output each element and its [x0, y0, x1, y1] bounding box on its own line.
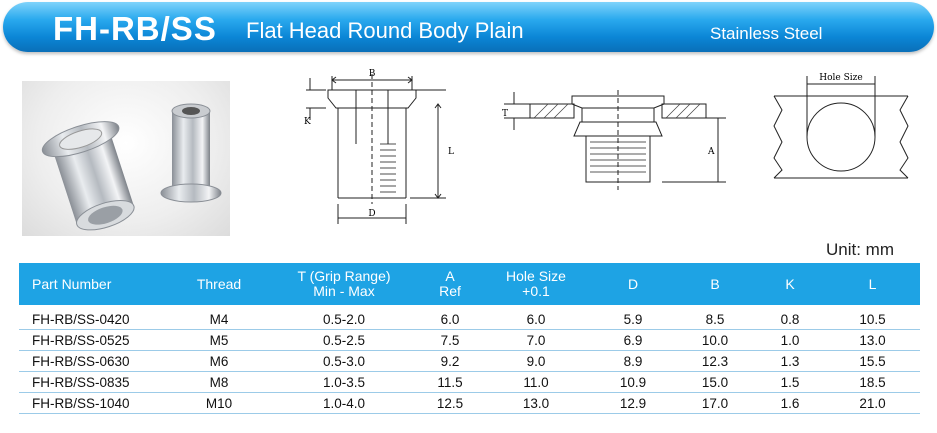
- cell-b: 12.3: [675, 351, 755, 372]
- table-row: [19, 372, 920, 393]
- cell-hole-size: 6.0: [481, 305, 591, 330]
- cell-a: 6.0: [419, 305, 481, 330]
- cell-grip-range: 1.0-4.0: [269, 393, 419, 414]
- cell-b: 8.5: [675, 305, 755, 330]
- label-k: K: [304, 117, 311, 127]
- cell-b: 17.0: [675, 393, 755, 414]
- cell-grip-range: 0.5-2.0: [269, 305, 419, 330]
- header-a: A Ref: [439, 268, 461, 299]
- cell-thread: M6: [169, 351, 269, 372]
- title-banner: [3, 2, 934, 52]
- side-view-drawing: [296, 64, 461, 234]
- cell-part-number: FH-RB/SS-0525: [19, 330, 169, 351]
- cell-part-number: FH-RB/SS-0835: [19, 372, 169, 393]
- table-row: [19, 305, 920, 330]
- label-l: L: [448, 147, 454, 157]
- rivet-nut-front: [39, 114, 148, 236]
- cell-a: 11.5: [419, 372, 481, 393]
- cell-part-number: FH-RB/SS-0420: [19, 305, 169, 330]
- cell-grip-range: 1.0-3.5: [269, 372, 419, 393]
- cell-k: 0.8: [755, 305, 825, 330]
- header-l: L: [868, 275, 877, 292]
- hole-size-drawing: [770, 66, 915, 196]
- cell-hole-size: 11.0: [481, 372, 591, 393]
- cell-grip-range: 0.5-3.0: [269, 351, 419, 372]
- cell-a: 7.5: [419, 330, 481, 351]
- product-description: Flat Head Round Body Plain: [246, 18, 524, 43]
- label-a: A: [708, 147, 715, 157]
- header-part-number: Part Number: [32, 275, 112, 292]
- thread-hatching: [380, 144, 396, 192]
- specification-table: [19, 263, 920, 414]
- header-d: D: [627, 275, 639, 292]
- cell-l: 18.5: [825, 372, 920, 393]
- label-d: D: [368, 209, 376, 219]
- cell-l: 15.5: [825, 351, 920, 372]
- cell-a: 12.5: [419, 393, 481, 414]
- product-photo: [22, 81, 230, 236]
- cell-k: 1.5: [755, 372, 825, 393]
- cell-thread: M10: [169, 393, 269, 414]
- cell-k: 1.3: [755, 351, 825, 372]
- cell-thread: M8: [169, 372, 269, 393]
- cell-hole-size: 9.0: [481, 351, 591, 372]
- cell-d: 10.9: [591, 372, 675, 393]
- cell-grip-range: 0.5-2.5: [269, 330, 419, 351]
- table-header-row: [19, 263, 920, 305]
- unit-label: Unit: mm: [826, 240, 894, 259]
- header-thread: Thread: [196, 275, 242, 292]
- label-t: T: [502, 109, 509, 119]
- cell-part-number: FH-RB/SS-0630: [19, 351, 169, 372]
- label-b: B: [368, 69, 376, 79]
- cell-a: 9.2: [419, 351, 481, 372]
- cell-hole-size: 7.0: [481, 330, 591, 351]
- cell-k: 1.0: [755, 330, 825, 351]
- cell-thread: M4: [169, 305, 269, 330]
- label-hole-size: Hole Size: [819, 73, 863, 83]
- cell-thread: M5: [169, 330, 269, 351]
- cell-part-number: FH-RB/SS-1040: [19, 393, 169, 414]
- cell-b: 15.0: [675, 372, 755, 393]
- cell-d: 8.9: [591, 351, 675, 372]
- sheet-hatching: [534, 104, 700, 118]
- header-grip-range: T (Grip Range) Min - Max: [297, 268, 391, 299]
- product-material: Stainless Steel: [710, 24, 823, 43]
- cell-l: 21.0: [825, 393, 920, 414]
- table-row: [19, 330, 920, 351]
- table-row: [19, 351, 920, 372]
- cell-d: 6.9: [591, 330, 675, 351]
- cell-l: 13.0: [825, 330, 920, 351]
- header-hole-size: Hole Size +0.1: [506, 268, 566, 299]
- header-b: B: [710, 275, 720, 292]
- cell-b: 10.0: [675, 330, 755, 351]
- header-k: K: [785, 275, 795, 292]
- installed-view-drawing: [494, 86, 734, 196]
- cell-d: 12.9: [591, 393, 675, 414]
- cell-k: 1.6: [755, 393, 825, 414]
- table-row: [19, 393, 920, 414]
- cell-d: 5.9: [591, 305, 675, 330]
- cell-hole-size: 13.0: [481, 393, 591, 414]
- rivet-nut-back: [161, 104, 221, 202]
- product-code: FH-RB/SS: [53, 10, 217, 47]
- cell-l: 10.5: [825, 305, 920, 330]
